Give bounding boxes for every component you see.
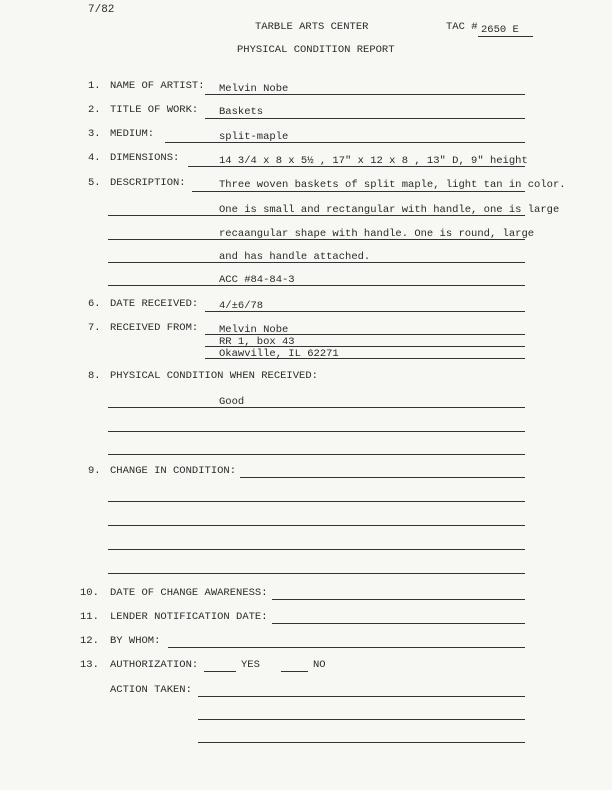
artist-label: NAME OF ARTIST: — [110, 80, 205, 92]
date-received-value: 4/±6/78 — [219, 300, 264, 312]
artist-value: Melvin Nobe — [219, 83, 289, 95]
date-received-line — [205, 311, 525, 312]
condition-received-label: PHYSICAL CONDITION WHEN RECEIVED: — [110, 370, 318, 382]
description-line-3: recaangular shape with handle. One is round, large — [219, 228, 535, 240]
field-number: 10. — [80, 587, 99, 599]
field-number: 7. — [88, 322, 101, 334]
title-line — [205, 118, 525, 119]
condition-rule — [108, 431, 525, 432]
lender-notification-line — [272, 623, 525, 624]
tac-number: 2650 E — [481, 24, 519, 36]
field-number: 9. — [88, 465, 101, 477]
authorization-no: NO — [313, 659, 326, 671]
condition-rule — [108, 407, 525, 408]
tac-number-line — [478, 36, 533, 37]
action-taken-rule — [198, 742, 525, 743]
action-taken-rule — [198, 696, 525, 697]
medium-label: MEDIUM: — [110, 128, 155, 140]
received-from-label: RECEIVED FROM: — [110, 322, 199, 334]
page-title: PHYSICAL CONDITION REPORT — [237, 44, 395, 56]
medium-line — [165, 142, 525, 143]
change-condition-rule — [240, 477, 525, 478]
description-line-2: One is small and rectangular with handle, one is large — [219, 204, 560, 216]
description-rule — [108, 239, 525, 240]
change-condition-rule — [108, 501, 525, 502]
condition-received-value: Good — [219, 396, 245, 408]
received-from-rule — [205, 358, 525, 359]
change-condition-rule — [108, 573, 525, 574]
no-blank — [281, 671, 308, 672]
title-value: Baskets — [219, 106, 264, 118]
change-awareness-line — [272, 599, 525, 600]
field-number: 1. — [88, 80, 101, 92]
description-rule — [108, 262, 525, 263]
lender-notification-label: LENDER NOTIFICATION DATE: — [110, 611, 268, 623]
authorization-yes: YES — [241, 659, 260, 671]
description-rule — [108, 215, 525, 216]
tac-label: TAC # — [446, 21, 478, 33]
description-label: DESCRIPTION: — [110, 177, 186, 189]
change-condition-label: CHANGE IN CONDITION: — [110, 465, 237, 477]
date-received-label: DATE RECEIVED: — [110, 298, 199, 310]
by-whom-line — [168, 647, 525, 648]
received-from-line-1: Melvin Nobe — [219, 324, 289, 336]
by-whom-label: BY WHOM: — [110, 635, 161, 647]
yes-blank — [204, 671, 236, 672]
description-line-4: and has handle attached. — [219, 251, 371, 263]
org-name: TARBLE ARTS CENTER — [255, 21, 369, 33]
field-number: 12. — [80, 635, 99, 647]
received-from-rule — [205, 346, 525, 347]
description-rule — [192, 191, 525, 192]
condition-rule — [108, 454, 525, 455]
artist-line — [205, 94, 525, 95]
change-condition-rule — [108, 549, 525, 550]
accession-number: ACC #84-84-3 — [219, 274, 295, 286]
received-from-rule — [205, 334, 525, 335]
field-number: 5. — [88, 177, 101, 189]
medium-value: split-maple — [219, 131, 289, 143]
field-number: 8. — [88, 370, 101, 382]
change-awareness-label: DATE OF CHANGE AWARENESS: — [110, 587, 268, 599]
field-number: 13. — [80, 659, 99, 671]
field-number: 2. — [88, 104, 101, 116]
description-line-1: Three woven baskets of split maple, light tan in color. — [219, 179, 566, 191]
dimensions-line — [188, 166, 525, 167]
action-taken-rule — [198, 719, 525, 720]
change-condition-rule — [108, 525, 525, 526]
field-number: 11. — [80, 611, 99, 623]
received-from-line-2: RR 1, box 43 — [219, 336, 295, 348]
received-from-line-3: Okawville, IL 62271 — [219, 348, 339, 360]
description-rule — [108, 285, 525, 286]
dimensions-label: DIMENSIONS: — [110, 152, 180, 164]
field-number: 6. — [88, 298, 101, 310]
authorization-label: AUTHORIZATION: — [110, 659, 199, 671]
action-taken-label: ACTION TAKEN: — [110, 684, 192, 696]
field-number: 4. — [88, 152, 101, 164]
field-number: 3. — [88, 128, 101, 140]
title-label: TITLE OF WORK: — [110, 104, 199, 116]
date-code: 7/82 — [88, 4, 115, 16]
dimensions-value: 14 3/4 x 8 x 5½ , 17" x 12 x 8 , 13" D, 9" height — [219, 155, 528, 167]
